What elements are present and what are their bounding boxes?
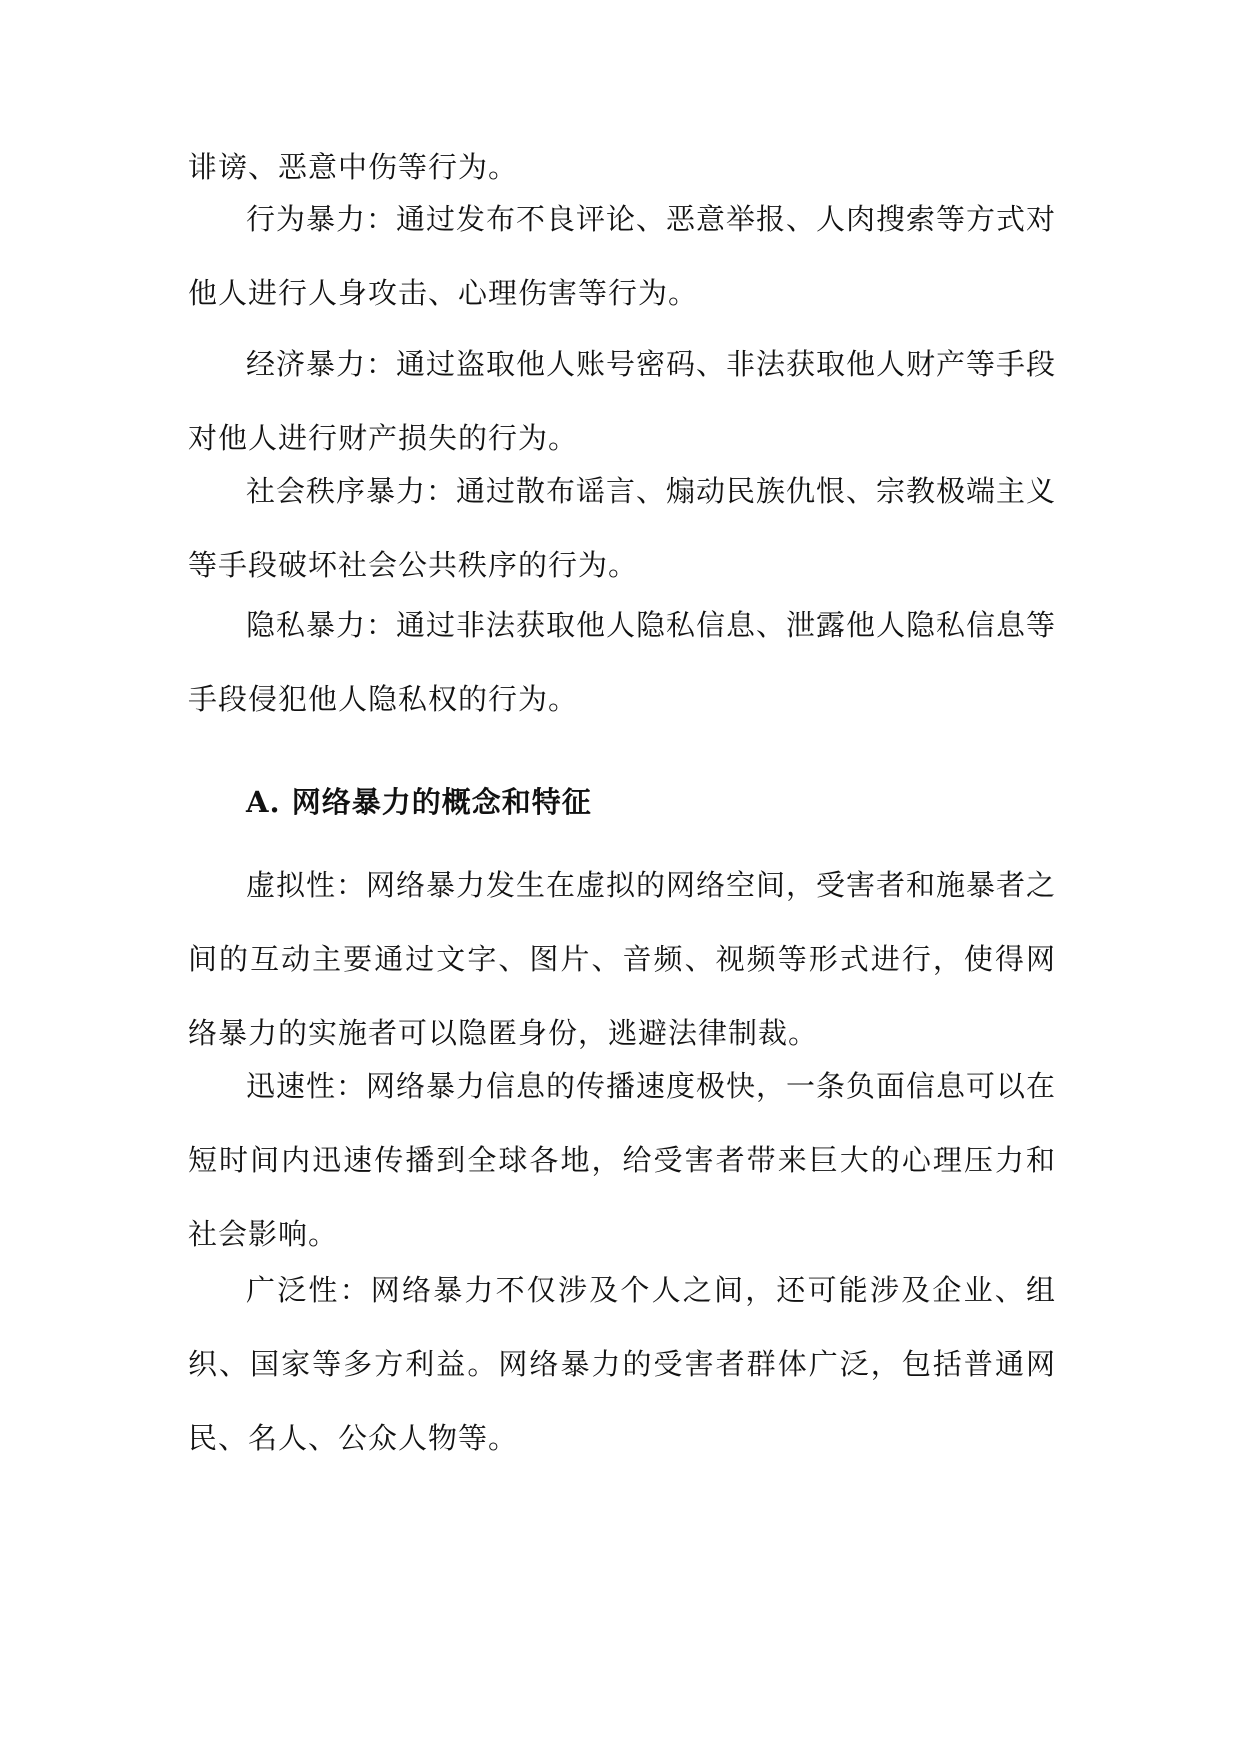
paragraph-privacy-violence: 隐私暴力：通过非法获取他人隐私信息、泄露他人隐私信息等手段侵犯他人隐私权的行为。 (188, 608, 1057, 716)
section-heading: A. 网络暴力的概念和特征 (246, 785, 592, 819)
paragraph-behavior-violence: 行为暴力：通过发布不良评论、恶意举报、人肉搜索等方式对他人进行人身攻击、心理伤害等行为。 (188, 202, 1057, 310)
paragraph-social-order-violence: 社会秩序暴力：通过散布谣言、煽动民族仇恨、宗教极端主义等手段破坏社会公共秩序的行为。 (188, 474, 1057, 582)
paragraph-economic-violence: 经济暴力：通过盗取他人账号密码、非法获取他人财产等手段对他人进行财产损失的行为。 (188, 347, 1057, 455)
paragraph-rapidity: 迅速性：网络暴力信息的传播速度极快，一条负面信息可以在短时间内迅速传播到全球各地，给受害者带来巨大的心理压力和社会影响。 (188, 1069, 1057, 1251)
paragraph-virtuality: 虚拟性：网络暴力发生在虚拟的网络空间，受害者和施暴者之间的互动主要通过文字、图片、音频、视频等形式进行，使得网络暴力的实施者可以隐匿身份，逃避法律制裁。 (188, 868, 1057, 1050)
paragraph-continuation: 诽谤、恶意中伤等行为。 (188, 150, 519, 184)
paragraph-breadth: 广泛性：网络暴力不仅涉及个人之间，还可能涉及企业、组织、国家等多方利益。网络暴力的受害者群体广泛，包括普通网民、名人、公众人物等。 (188, 1273, 1056, 1455)
